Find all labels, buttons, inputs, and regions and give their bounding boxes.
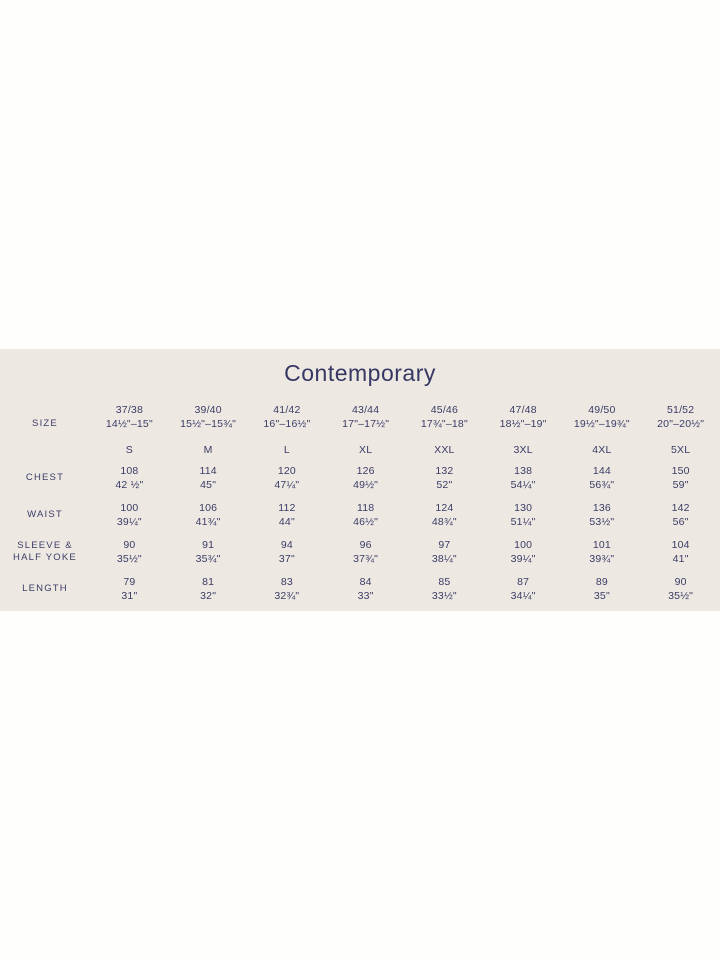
chest-inches: 52" [436, 479, 453, 491]
chest-cm: 114 [199, 465, 217, 477]
chest-cell [90, 464, 169, 492]
length-cell [641, 575, 720, 603]
collar-range: 17¾"–18" [420, 418, 468, 430]
length-cell [90, 575, 169, 603]
sleeve-cell [248, 538, 327, 566]
length-cm: 89 [595, 576, 608, 588]
waist-cell [90, 501, 169, 529]
sleeve-row [0, 538, 720, 566]
length-inches: 32¾" [274, 590, 300, 602]
sleeve-inches: 39¾" [589, 553, 615, 565]
sleeve-label-line2: HALF YOKE [13, 552, 77, 563]
chest-inches: 54¼" [510, 479, 536, 491]
chest-cell [484, 464, 563, 492]
length-cell [326, 575, 405, 603]
chest-inches: 49½" [353, 479, 379, 491]
collar-size: 49/50 [588, 404, 616, 416]
sleeve-cm: 104 [671, 539, 690, 551]
sleeve-cell [405, 538, 484, 566]
size-cell [248, 403, 327, 431]
collar-range: 18½"–19" [499, 418, 547, 430]
collar-range: 17"–17½" [342, 418, 390, 430]
waist-cm: 124 [435, 502, 454, 514]
letter-size-row [0, 443, 720, 457]
sleeve-cm: 94 [280, 539, 293, 551]
length-cm: 84 [359, 576, 372, 588]
chest-cell [641, 464, 720, 492]
sleeve-inches: 37" [278, 553, 295, 565]
waist-cm: 106 [199, 502, 218, 514]
letter-size-cell: 5XL [670, 444, 691, 456]
collar-range: 15½"–15¾" [180, 418, 237, 430]
collar-range: 16"–16½" [263, 418, 311, 430]
length-cm: 90 [674, 576, 687, 588]
chest-cm: 108 [120, 465, 139, 477]
waist-cell [484, 501, 563, 529]
chest-inches: 45" [200, 479, 217, 491]
letter-size-cell: S [125, 444, 133, 456]
chest-cell [563, 464, 642, 492]
chest-cell [169, 464, 248, 492]
waist-cell [405, 501, 484, 529]
sleeve-cm: 90 [123, 539, 136, 551]
chest-cm: 150 [671, 465, 690, 477]
size-cell [326, 403, 405, 431]
sleeve-inches: 35¾" [195, 553, 221, 565]
sleeve-cm: 101 [592, 539, 611, 551]
length-inches: 35½" [668, 590, 694, 602]
waist-inches: 44" [278, 516, 295, 528]
length-inches: 31" [121, 590, 138, 602]
collar-size: 41/42 [273, 404, 301, 416]
waist-cm: 100 [120, 502, 139, 514]
collar-size: 39/40 [194, 404, 222, 416]
size-cell [169, 403, 248, 431]
chest-cell [326, 464, 405, 492]
length-cm: 87 [517, 576, 530, 588]
waist-inches: 53½" [589, 516, 615, 528]
length-cm: 85 [438, 576, 451, 588]
waist-row-label: WAIST [27, 509, 63, 520]
waist-cell [169, 501, 248, 529]
collar-size: 51/52 [666, 404, 695, 416]
waist-inches: 48¾" [431, 516, 457, 528]
sleeve-inches: 39¼" [510, 553, 536, 565]
sleeve-cell [326, 538, 405, 566]
size-cell [484, 403, 563, 431]
chest-inches: 47¼" [274, 479, 300, 491]
waist-inches: 39¼" [116, 516, 142, 528]
size-cell [405, 403, 484, 431]
collar-size: 43/44 [351, 404, 380, 416]
length-inches: 35" [593, 590, 610, 602]
letter-size-cell: XL [359, 444, 373, 456]
waist-row [0, 501, 720, 529]
sleeve-row-label [0, 540, 90, 564]
chart-title: Contemporary [284, 360, 436, 386]
waist-cm: 118 [356, 502, 375, 514]
size-cell [90, 403, 169, 431]
sleeve-cell [169, 538, 248, 566]
waist-cm: 112 [278, 502, 296, 514]
length-cm: 83 [280, 576, 293, 588]
length-inches: 33" [357, 590, 374, 602]
chest-cm: 120 [277, 465, 296, 477]
sleeve-inches: 41" [672, 553, 689, 565]
length-inches: 32" [200, 590, 217, 602]
sleeve-inches: 35½" [116, 553, 142, 565]
size-cell [563, 403, 642, 431]
waist-cm: 136 [592, 502, 611, 514]
waist-cm: 142 [671, 502, 690, 514]
sleeve-cell [641, 538, 720, 566]
letter-size-cell: M [203, 444, 213, 456]
sleeve-cm: 96 [359, 539, 372, 551]
waist-inches: 51¼" [510, 516, 536, 528]
collar-size: 45/46 [430, 404, 459, 416]
waist-inches: 46½" [353, 516, 379, 528]
sleeve-cell [484, 538, 563, 566]
length-row-label: LENGTH [22, 583, 68, 594]
collar-size: 37/38 [115, 404, 144, 416]
collar-range: 19½"–19¾" [573, 418, 630, 430]
sleeve-cm: 91 [202, 539, 215, 551]
waist-cell [326, 501, 405, 529]
sleeve-cell [90, 538, 169, 566]
length-cm: 81 [202, 576, 215, 588]
size-table [0, 403, 720, 603]
chest-inches: 59" [672, 479, 689, 491]
waist-cell [641, 501, 720, 529]
length-row [0, 575, 720, 603]
length-cell [169, 575, 248, 603]
chest-cm: 138 [514, 465, 533, 477]
chest-cm: 144 [592, 465, 611, 477]
length-cell [405, 575, 484, 603]
length-cm: 79 [123, 576, 136, 588]
waist-inches: 41¾" [195, 516, 221, 528]
size-row-label: SIZE [32, 418, 58, 429]
sleeve-inches: 37¾" [353, 553, 379, 565]
letter-size-cell: 3XL [513, 444, 533, 456]
size-chart-panel [0, 349, 720, 611]
waist-cell [248, 501, 327, 529]
letter-size-cell: XXL [434, 444, 455, 456]
size-row [0, 403, 720, 431]
letter-size-cell: 4XL [592, 444, 612, 456]
chest-cm: 126 [356, 465, 375, 477]
chest-inches: 56¾" [589, 479, 615, 491]
collar-size: 47/48 [509, 404, 537, 416]
chest-inches: 42 ½" [115, 479, 144, 491]
sleeve-cell [563, 538, 642, 566]
length-inches: 34¼" [510, 590, 536, 602]
chest-cell [248, 464, 327, 492]
collar-range: 14½"–15" [105, 418, 153, 430]
sleeve-cm: 97 [438, 539, 451, 551]
sleeve-label-line1: SLEEVE & [17, 540, 73, 551]
length-cell [563, 575, 642, 603]
sleeve-cm: 100 [514, 539, 533, 551]
sleeve-inches: 38¼" [431, 553, 457, 565]
length-inches: 33½" [431, 590, 457, 602]
length-cell [484, 575, 563, 603]
letter-size-cell: L [283, 444, 290, 456]
size-cell [641, 403, 720, 431]
waist-inches: 56" [672, 516, 689, 528]
collar-range: 20"–20½" [657, 418, 705, 430]
waist-cell [563, 501, 642, 529]
chest-cell [405, 464, 484, 492]
chest-row [0, 464, 720, 492]
length-cell [248, 575, 327, 603]
chest-row-label: CHEST [25, 472, 65, 483]
waist-cm: 130 [514, 502, 533, 514]
chest-cm: 132 [435, 465, 454, 477]
